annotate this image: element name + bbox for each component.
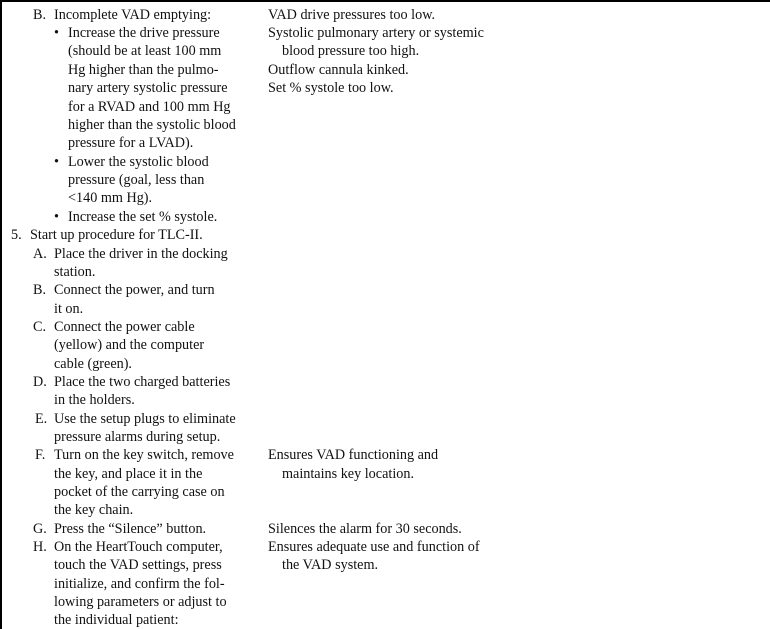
item-line: Connect the power cable bbox=[54, 319, 195, 335]
bullet-icon: • bbox=[54, 154, 59, 170]
rationale-line: Set % systole too low. bbox=[268, 80, 394, 96]
item-line: the key, and place it in the bbox=[54, 466, 203, 482]
step-marker: 5. bbox=[11, 227, 22, 243]
rationale-line: Systolic pulmonary artery or systemic bbox=[268, 25, 484, 41]
item-line: station. bbox=[54, 264, 96, 280]
section-title: Incomplete VAD emptying: bbox=[54, 7, 212, 23]
item-line: touch the VAD settings, press bbox=[54, 557, 222, 573]
item-line: Place the driver in the docking bbox=[54, 246, 228, 262]
item-line: the individual patient: bbox=[54, 612, 179, 628]
rationale-line: the VAD system. bbox=[282, 557, 379, 573]
bullet-line: <140 mm Hg). bbox=[68, 190, 153, 206]
item-line: pressure alarms during setup. bbox=[54, 429, 221, 445]
item-line: the key chain. bbox=[54, 502, 134, 518]
item-line: Press the “Silence” button. bbox=[54, 521, 207, 537]
rationale-line: Outflow cannula kinked. bbox=[268, 62, 409, 78]
item-marker: F. bbox=[35, 447, 46, 463]
item-line: Place the two charged batteries bbox=[54, 374, 231, 390]
item-marker: G. bbox=[33, 521, 47, 537]
item-line: lowing parameters or adjust to bbox=[54, 594, 227, 610]
item-line: Connect the power, and turn bbox=[54, 282, 215, 298]
bullet-icon: • bbox=[54, 25, 59, 41]
bullet-line: pressure (goal, less than bbox=[68, 172, 205, 188]
item-line: in the holders. bbox=[54, 392, 135, 408]
item-line: Use the setup plugs to eliminate bbox=[54, 411, 236, 427]
item-marker: H. bbox=[33, 539, 47, 555]
bullet-icon: • bbox=[54, 209, 59, 225]
item-line: On the HeartTouch computer, bbox=[54, 539, 223, 555]
item-marker: E. bbox=[35, 411, 48, 427]
step-title: Start up procedure for TLC-II. bbox=[30, 227, 203, 243]
item-line: cable (green). bbox=[54, 356, 132, 372]
item-line: it on. bbox=[54, 301, 84, 317]
bullet-line: for a RVAD and 100 mm Hg bbox=[68, 99, 231, 115]
rationale-line: maintains key location. bbox=[282, 466, 414, 482]
item-line: pocket of the carrying case on bbox=[54, 484, 225, 500]
bullet-line: Increase the drive pressure bbox=[68, 25, 220, 41]
item-line: initialize, and confirm the fol- bbox=[54, 576, 225, 592]
bullet-line: Lower the systolic blood bbox=[68, 154, 209, 170]
item-marker: B. bbox=[33, 282, 47, 298]
item-marker: A. bbox=[33, 246, 47, 262]
bullet-line: pressure for a LVAD). bbox=[68, 135, 194, 151]
item-marker: C. bbox=[33, 319, 47, 335]
bullet-line: Hg higher than the pulmo- bbox=[68, 62, 219, 78]
rationale-line: Silences the alarm for 30 seconds. bbox=[268, 521, 462, 537]
rationale-line: blood pressure too high. bbox=[282, 43, 420, 59]
section-marker: B. bbox=[33, 7, 47, 23]
item-line: (yellow) and the computer bbox=[54, 337, 205, 353]
item-line: Turn on the key switch, remove bbox=[54, 447, 234, 463]
bullet-line: (should be at least 100 mm bbox=[68, 43, 222, 59]
item-marker: D. bbox=[33, 374, 47, 390]
rationale-line: VAD drive pressures too low. bbox=[268, 7, 436, 23]
bullet-line: higher than the systolic blood bbox=[68, 117, 236, 133]
rationale-line: Ensures adequate use and function of bbox=[268, 539, 480, 555]
rationale-line: Ensures VAD functioning and bbox=[268, 447, 439, 463]
bullet-line: nary artery systolic pressure bbox=[68, 80, 228, 96]
bullet-line: Increase the set % systole. bbox=[68, 209, 218, 225]
